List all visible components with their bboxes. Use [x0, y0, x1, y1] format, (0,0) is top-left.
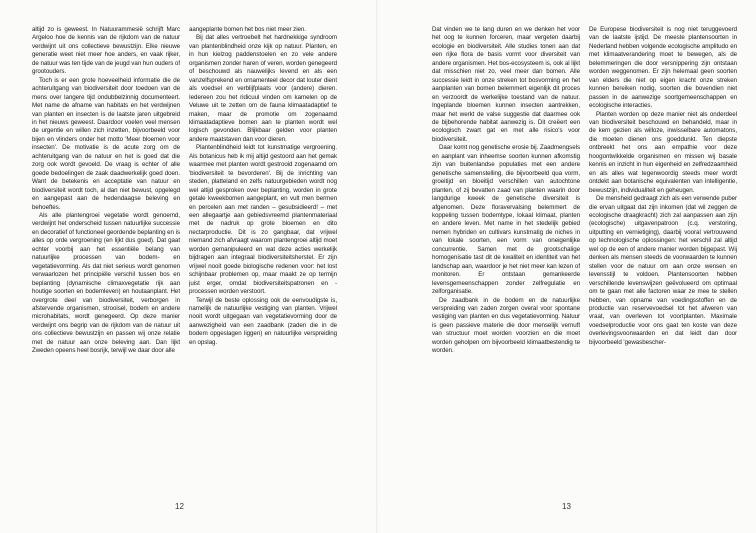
paragraph: Daar komt nog genetische erosie bij. Zaadmengsels en aanplant van inheemse soorten kunnen afkomstig zijn van buitenlandse populaties met een andere genetische samenstelling, die bijvoorbeeld qua vorm, groeitijd en bloeitijd verschillen van autochtone planten, of zij bevatten zaad van planten waarin door langdurige kweek de genetische diversiteit is afgenomen. Deze floravervalsing belemmert de koppeling tussen bodemtype, lokaal klimaat, planten en andere leven. Met name in het stedelijk gebied nemen hybriden en cultivars kunstmatig de niches in van lokale soorten, een vorm van oneigenlijke concurrentie. Samen met de grootschalige homogenisatie tast dit de kwaliteit en identiteit van het landschap aan, waardoor je het niet meer kan lezen of monitoren. Er ontstaan gemankeerde levensgemeenschappen zonder zelfregulatie en zelforganisatie. [432, 144, 580, 296]
right-page [378, 0, 756, 533]
paragraph: Terwijl de beste oplossing ook de eenvoudigste is, namelijk de natuurlijke vestiging van planten. Vrijwel nooit wordt uitgegaan van vegetatievorming door de aanwezigheid van een zaadbank (zaden die in de bodem opgeslagen liggen) en natuurlijke verspreiding en opslag. [189, 296, 337, 346]
right-page-column-1 [432, 26, 580, 486]
page-number-left: 12 [175, 502, 184, 511]
paragraph: Dat vinden we te lang duren en we denken het voor het oog te kunnen forceren, maar vergeten daarbij ecologie en biodiversiteit. Alle studies tonen aan dat een rijke flora de basis vormt voor diversiteit van andere organismen. Het bos-ecosysteem is, ook al lijkt dat misschien niet zo, veel meer dan bomen. Alle successie leidt in onze streken tot bosvorming en het aanplanten van bomen belemmert eigenlijk dit proces en verzoordt de werkelijke toestand van de natuur. Ingeplande bloemen kunnen insecten aantrekken, maar het werkt de valse suggestie dat daarmee ook de bijbehorende habitat aanwezig is. Dit creëert een ecologisch zwart gat en met alle risico's voor biodiversiteit. [432, 26, 580, 143]
right-page-column-2 [589, 26, 737, 486]
paragraph: altijd zo is geweest. In Natuurammesië schrijft Marc Argeloo hoe de kennis van de rijkdom van de natuur verdwijnt uit ons collectieve bewustzijn. Elke nieuwe generatie weet niet meer hoe anders, en vaak rijker, de natuur was ten tijde van de jeugd van hun ouders of grootouders. [32, 26, 180, 76]
paragraph: Planten worden op deze manier niet als onderdeel van biodiversiteit beschouwd en behandeld, maar in de kern gezien als willoze, inwisselbare automatons, die moeten dienen ons goeddunkt. Ten diepste ontbreekt het ons aan empathie voor deze hoogontwikkelde organismen en missen wij basale kennis en inzicht in hun eigenheid en zelfredzaamheid en als alles wat tegenwoordig steeds meer wordt ontdekt aan botanische equivalenten van intelligentie, bewustzijn, individualiteit en geheugen. [589, 110, 737, 194]
paragraph: aangeplante bomen het bos niet meer zien. [189, 26, 306, 33]
page-number-right: 13 [562, 502, 571, 511]
paragraph: Plantenblindheid leidt tot kunstmatige vergroening. Als botanicus heb ik mij altijd gestoord aan het gemak waarmee met planten wordt gestrooid zogenaamd om 'biodiversiteit te bevorderen'. Bij de inrichting van steden, platteland en zelfs natuurgebieden wordt nog wel altijd gesproken over beplanting, worden in grote getale kweekbomen aangeplant, en vult men bermen en percelen aan met randen – gesubsidieerd! – met een allegaartje aan gebiedsvreemd plantenmateriaal met de nadruk op grote bloemen en dito nectarproductie. Dit is zo gangbaar, dat vrijwel niemand zich afvraagt waarom plantengroei altijd moet worden gemanipuleerd en wat deze acties werkelijk bijdragen aan integraal biodiversiteitsherstel. Er zijn vrijwel nooit goede biologische redenen voor: het lost schijnbaar problemen op, maar maakt ze op termijn juist erger, omdat biodiversiteitspatronen en -processen worden verstoort. [189, 144, 337, 296]
paragraph: Als alle plantengroei vegetatie wordt genoemd, verdwijnt het onderscheid tussen natuurlijke successie en decoratief of functioneel geordende beplanting en is alles op orde vergroening (en lijkt dus goed). Dat gaat echter voorbij aan het essentiële belang van natuurlijke processen van bodem- en vegetatievorming. Als dat niet serieus wordt genomen verwaarlozen het principiële verschil tussen bos en beplanting (dynamische climaxvegetatie rijk aan houtige soorten en bodemleven) en houtaanplant. Het overgrote deel van biodiversiteit, verborgen in afstervende organismen, strooisel, bodem en andere microhabitats, wordt genegeerd. Op deze manier verdwijnt ons begrip van de rijkdom van de natuur uit ons collectieve bewustzijn en passen wij onze relatie met de natuur aan onze beleving aan. Dan lijkt Zweden opeens heel bosrijk, terwijl we daar door alle [32, 211, 180, 355]
paragraph: Bij dat alles vertroebelt het hardnekkige syndroom van plantenblindheid onze kijk op natuur. Planten, en in hun kielzog paddenstoelen en zo vele andere organismen zonder haren of veren, worden genegeerd of beschouwd als nauwelijks levend en als een vanzelfsprekend en ornamenteel decor dat louter dient als voedsel en verblijfplaats voor (andere) dieren. Iedereen zou het ridicuul vinden om kamelen op de Veluwe uit te zetten om de fauna klimaatadaptief te maken, maar de promotie om zogenaamd klimaatadaptieve bomen aan te planten wordt wel logisch gevonden. Blijkbaar gelden voor planten andere maatstaven dan voor dieren. [189, 34, 337, 143]
paragraph: Toch is er een grote hoeveelheid informatie die de achteruitgang van biodiversiteit door toedoen van de mens over langere tijd ondubbelzinnig documenteert. Met name de afname van habitats en het verdwijnen van planten en insecten is de laatste jaren uitgebreid in het nieuws geweest. Daardoor voelen veel mensen de urgentie en willen zich inzetten, bijvoorbeeld voor bijen en vlinders onder het motto 'Meer bloemen voor insecten'. De motivatie is de acute zorg om de achteruitgang van de natuur en het is goed dat die zorg ook wordt gevoeld. De vraag is echter of alle goede bedoelingen de zaak daadwerkelijk goed doen. Want de betekenis en acceptatie van natuur en biodiversiteit wordt toch, al dan niet bewust, opgelegd en aangepast aan de hedendaagse beleving en behoeftes. [32, 76, 180, 211]
paragraph: De zaadbank in de bodem en de natuurlijke verspreiding van zaden zorgen overal voor spontane vestiging van planten en dus vegetatievorming. Natuur is geen passieve materie die door menselijk vernuft van structuur moet worden voorzien en die moet worden geholpen om bijvoorbeeld klimaatbestendig te worden. [432, 296, 580, 355]
left-page-column-1 [32, 26, 180, 486]
paragraph: De mensheid gedraagt zich als een verwende puber die ervan uitgaat dat zijn inkomen (dat wil zeggen de ecologische draagkracht) zich zal aanpassen aan zijn (ecologische) uitgavenpatroon (c.q. verstoring, uitputting en vernietiging), daarbij vooral vertrouwend op technologische oplossingen: het verschil zal altijd wel op de een of andere manier worden bijgepast. Wij denken als mensen steeds de voorwaarden te kunnen stellen voor de natuur om aan onze wensen en levensstijl te voldoen. Plantensoorten hebben verschillende levenswijzen geëvolueerd om optimaal om te gaan met alle factoren waar ze mee te stellen hebben, van opname van voedingsstoffen en de productie van reservevoedsel tot het afweren van vraat, van overleven tot voortplanten. Maximale voedselproductie voor ons gaat ten koste van deze overlevingsvoorwaarden en dat leidt dan door bijvoorbeeld 'gewasbescher- [589, 195, 737, 346]
left-page-column-2 [189, 26, 337, 486]
paragraph: De Europese biodiversiteit is nog niet teruggevoerd van de laatste ijstijd. De meeste plantensoorten in Nederland hebben volgende ecologische amplitudo en met klimaatverandering moet te bewegen, als de belemmeringen die door versnippering zijn ontstaan worden weggenomen. Er zijn helemaal geen soorten van elders die niet op eigen kracht onze streken kunnen bereiken nodig, soorten die bovendien niet passen in de aanwezige soortgemeenschappen en ecologische interacties. [589, 26, 737, 110]
